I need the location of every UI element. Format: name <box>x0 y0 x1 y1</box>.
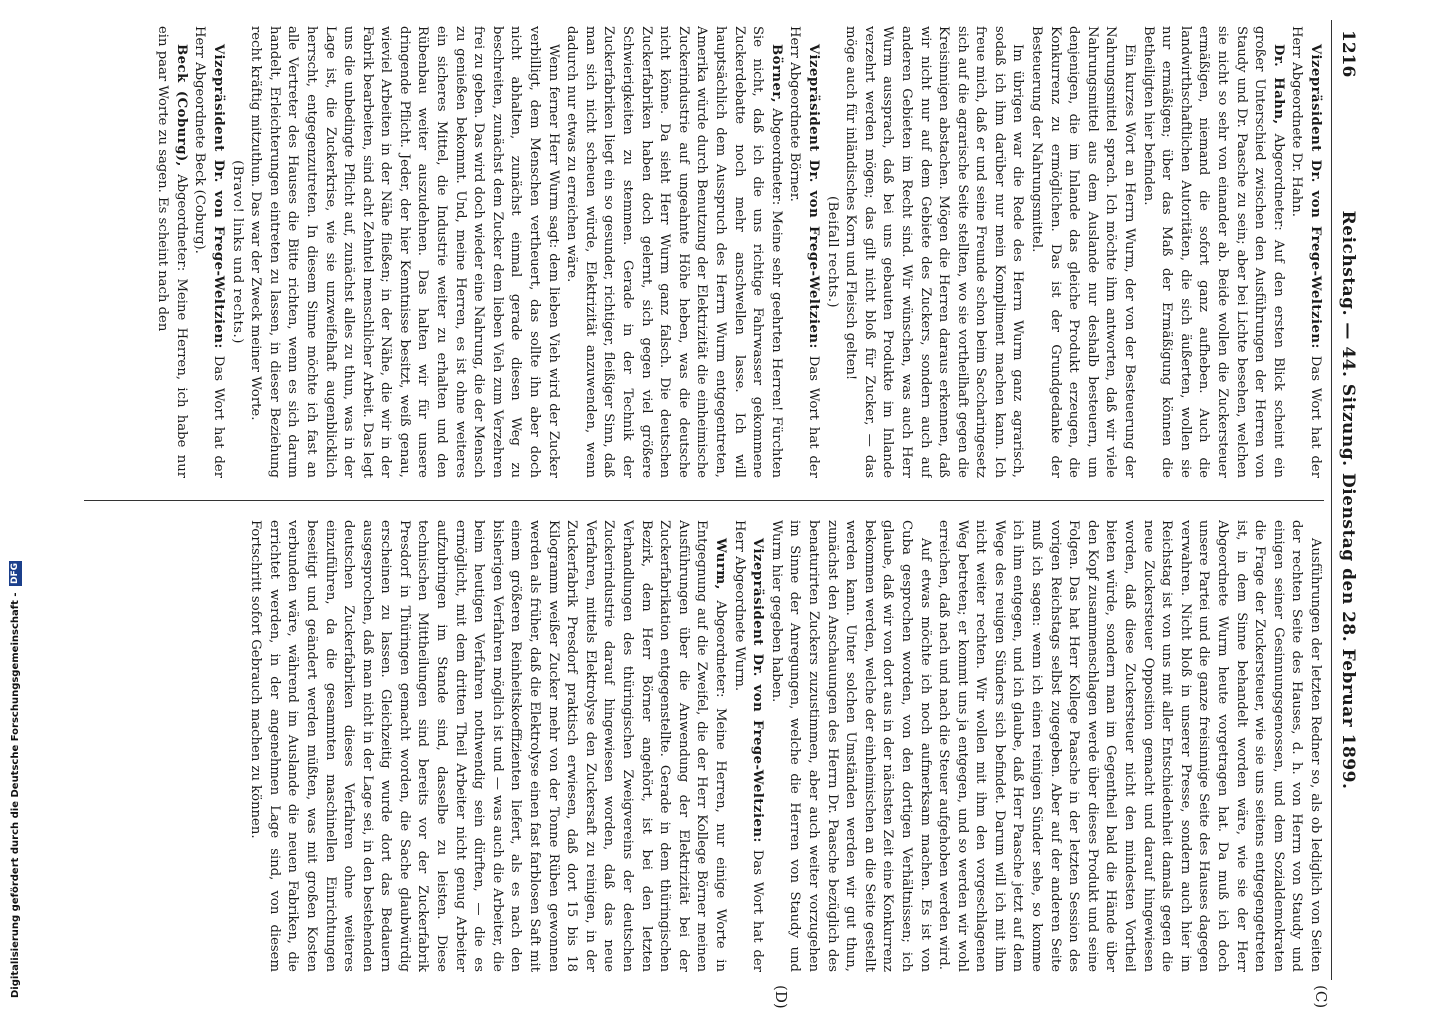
speaker-name: Wurm, <box>713 538 728 590</box>
speaker-name: Dr. Hahn, <box>1270 44 1286 125</box>
speaker-name: Vizepräsident Dr. von Frege-Weltzien: <box>210 44 226 349</box>
speech-paragraph: Im übrigen war die Rede des Herrn Wurm ganz agrarisch, sodaß ich ihm darüber nur mein Kompliment machen kann. Ich freue mich, daß er und seine Freunde schon beim Saccharingesetz sich auf die agrarische Seite stellten, wo sie vortheilhaft gegen die Kreisinnigen abstachen. Mögen die Herren daraus erkennen, daß wir nicht nur auf dem Gebiete des Zuckers, sondern auch auf anderen Gebieten im Recht sind. Wir wünschen, was auch Herr Wurm aussprach, daß bei uns gebauten Produkte im Inlande verzehrt werden mögen; das gilt nicht bloß für Zucker, — das möge auch für inländisches Korn und Fleisch gelten! <box>843 26 1026 478</box>
speaker-paragraph <box>1287 26 1324 478</box>
speech-text: Abgeordneter: Meine Herren, nur einige Worte in Entgegnung auf die Zweifel, die der Herr Kollege Börner meinen Ausführungen über die Anwendung der Elektrizität bei der Zuckerfabrikation entgegenstellte. Gerade in dem thüringischen Bezirk, dem Herr Börner angehört, ist bei den letzten Verhandlungen des thüringischen Zweigvereins der deutschen Zuckerindustrie darauf hingewiesen worden, daß das neue Verfahren, mittels Elektrolyse den Zuckersaft zu reinigen, in der Zuckerfabrik Presdorf praktisch erwiesen, daß dort 15 bis 18 Kilogramm weißer Zucker mehr von der Tonne Rüben gewonnen werden als früher, daß die Elektrolyse einen fast farblosen Saft mit einem größeren Reinheitskoeffizienten liefert, als es nach den bisherigen Verfahren möglich ist und — was auch die Arbeiter, die beim heutigen Verfahren nothwendig sein dürften, — die es ermöglicht, mit dem dritten Theil Arbeiter nicht genug Arbeiter aufzubringen im Stande sind, dasselbe zu leisten. Diese technischen Mittheilungen sind bereits vor der Zuckerfabrik Presdorf in Thüringen gemacht worden, die Sache glaubwürdig erscheinen zu lassen. Gleichzeitig wurde dort das Bedauern ausgesprochen, daß man nicht in der Lage sei, in den bestehenden deutschen Zuckerfabriken dieses Verfahren ohne weiteres einzuführen, da die gesammten maschinellen Einrichtungen beseitigt und geändert werden müßten, was mit großen Kosten verbunden wäre, während im Auslande die neuen Fabriken, die errichtet werden, in der angenehmen Lage sind, von diesem Fortschritt sofort Gebrauch machen zu können. <box>248 520 728 972</box>
speech-paragraph: Ausführungen der letzten Redner so, als ob lediglich von Seiten der rechten Seite des Hauses, d. h. von Herrn von Staudy und einigen seiner Gesinnungsgenossen, und dem Sozialdemokraten die Frage der Zuckersteuer, wie sie uns seitens entgegengetreten ist, in dem Sinne behandelt worden wäre, wie sie der Herr Abgeordnete Wurm heute vorgetragen hat. Da muß ich doch unsere Partei und die ganze freisinnige Seite des Hauses dagegen verwahren. Nicht bloß in unserer Presse, sondern auch hier im Reichstag ist von uns mit aller Entschiedenheit damals gegen die neue Zuckersteuer Opposition gemacht und darauf hingewiesen worden, daß diese Zuckersteuer nicht den mindesten Vortheil bieten würde, sondern man im Gegentheil bald die Hände über den Kopf zusammenschlagen werde über dieses Produkt und seine Folgen. Das hat Herr Kollege Paasche in der letzten Session des vorigen Reichstags selbst zugegeben. Aber auf der anderen Seite muß ich sagen: wenn ich einen reinigen Sünder sehe, so komme ich ihm entgegen, und ich glaube, daß Herr Paasche jetzt auf dem Wege des reuigen Sünders sich befindet. Darum will ich mit ihm nicht weiter rechten. Wir wollen mit ihm den vorgeschlagenen Weg betreten; er kommt uns ja entgegen, und so werden wir wohl erreichen, daß nach und nach die Steuer aufgehoben werden wird. <box>936 520 1323 972</box>
credit-text: Digitalisierung gefördert durch die Deutsche Forschungsgemeinschaft - <box>10 592 21 998</box>
speech-paragraph: Wenn ferner Herr Wurm sagt: dem lieben Vieh wird der Zucker verbilligt, dem Menschen vertheuert, das sollte ihn aber doch nicht abhalten, zunächst einmal gerade diesen Weg zu beschreiten, zunächst dem Zucker dem lieben Vieh zum Verzehren frei zu geben. Das wird doch wieder eine Nahrung, die der Mensch zu genießen bekommt. Und, meine Herren, es ist ohne weiteres ein sicheres Mittel, die Industrie weiter zu erhalten und den Rübenbau weiter auszudehnen. Das halten wir für unsere dringende Pflicht. Jeder, der hier Kenntnisse besitzt, weiß genau, wieviel Arbeiten in der Nähe fließen; in der Nähe, die wir in der Fabrik bearbeiten, sind acht Zehntel menschlicher Arbeit. Das legt uns die unbedingte Pflicht auf, zunächst alles zu thun, was in der Lage ist, die Zuckerkrise, wie sie unzweifelhaft augenblicklich herrscht, entgegenzutreten. In diesem Sinne möchte ich fast an alle Vertreter des Hauses die Bitte richten, wenn es sich darum handelt, Erleichterungen eintreten zu lassen, in dieser Beziehung recht kräftig mitzuthun. Das war der Zweck meiner Worte. <box>248 26 561 478</box>
speech-text: Abgeordneter: Meine sehr geehrten Herren! Fürchten Sie nicht, daß ich die uns richtige Fahrwasser gekommene Zuckerdebatte noch mehr anschwellen lasse. Ich will hauptsächlich dem Ausspruch des Herrn Wurm entgegentreten, Amerika würde durch Benutzung der Elektrizität die einheimische Zuckerindustrie auf ungeahnte Höhe heben, was die deutsche nicht könne. Da sieht Herr Wurm ganz falsch. Die deutschen Zuckerfabriken haben doch gelernt, sich gegen viel größere Schwierigkeiten zu stemmen. Gerade in der Technik der Zuckerfabriken liegt ein so gesunder, richtiger, fleißiger Sinn, daß man sich nicht scheuen würde, Elektrizität anzuwenden, wenn dadurch nur etwas zu erreichen wäre. <box>564 26 784 478</box>
page-title: Reichstag. — 44. Sitzung. Dienstag den 28. Februar 1899. <box>1338 210 1358 790</box>
digitization-credit <box>8 562 24 998</box>
speech-paragraph: Auf etwas möchte ich noch aufmerksam machen. Es ist von Cuba gesprochen worden, von den dortigen Verhältnissen; ich glaube, daß wir von dort aus in der nächsten Zeit eine Konkurrenz bekommen werden, welche der einheimischen an die Seite gestellt werden kann. Unter solchen Umständen werden wir gut thun, zunächst den Anschauungen des Herrn Dr. Paasche bezüglich des benaturirten Zuckers zuzustimmen, aber auch weiter vorzugehen im Sinne der Anregungen, welche die Herren von Staudy und Wurm hier gegeben haben. <box>768 520 933 972</box>
speech-text: Abgeordneter: Auf den ersten Blick scheint ein großer Unterschied zwischen den Ausführungen der Herren von Staudy und Dr. Paasche zu sein; aber bei Lichte besehen, welchen sie nicht so sehr von einander ab. Beide wollen die Zuckersteuer ermäßigen, niemand die sofort ganz aufheben. Auch die landwirthschaftlichen Autoritäten, die sich äußerten, wollen sie nur ermäßigen; über das Maß der Ermäßigung können die Betheiligten hier befinden. <box>1140 26 1286 478</box>
speaker-paragraph <box>562 26 785 478</box>
speaker-paragraph <box>729 520 766 972</box>
header-rule <box>1331 20 1332 980</box>
right-column <box>74 520 1324 972</box>
speaker-name: Beck (Coburg), <box>173 44 189 167</box>
speaker-paragraph <box>785 26 822 478</box>
speech-text: Das Wort hat der Herr Abgeordnete Wurm. <box>731 520 766 972</box>
left-column <box>74 26 1324 478</box>
stage-direction: (Bravo! links und rechts.) <box>229 160 245 344</box>
page-header <box>1334 20 1360 980</box>
speaker-name: Vizepräsident Dr. von Frege-Weltzien: <box>1308 44 1323 349</box>
speaker-paragraph <box>1138 26 1287 478</box>
speech-paragraph: Ein kurzes Wort an Herrn Wurm, der von der Besteuerung der Nahrungsmittel sprach. Ich möchte ihm antworten, daß wir viele Nahrungsmittel aus dem Auslande nur deshalb besteuern, um denjenigen, die im Inlande das gleiche Produkt erzeugen, die Konkurrenz zu ermöglichen. Das ist der Grundgedanke der Besteuerung der Nahrungsmittel. <box>1029 26 1138 478</box>
speaker-name: Vizepräsident Dr. von Frege-Weltzien: <box>805 44 821 349</box>
speech-text: Das Wort hat der Herr Abgeordnete Dr. Hahn. <box>1289 26 1323 478</box>
speaker-paragraph <box>246 520 729 972</box>
speaker-paragraph <box>153 26 190 478</box>
dfg-logo: DFG <box>9 562 20 584</box>
stage-direction: (Beifall rechts.) <box>824 195 840 309</box>
margin-marker-d: (D) <box>772 985 790 1009</box>
speech-text: Das Wort hat der Herr Abgeordnete Börner. <box>787 26 821 478</box>
rotated-page <box>70 20 1360 1009</box>
speech-text: Das Wort hat der Herr Abgeordnete Beck (Coburg). <box>192 26 226 478</box>
page-number: 1216 <box>1338 30 1358 78</box>
column-divider <box>84 500 1324 501</box>
speaker-name: Börner, <box>768 44 784 103</box>
margin-marker-c: (C) <box>1312 985 1330 1009</box>
speaker-paragraph <box>190 26 227 478</box>
speaker-name: Vizepräsident Dr. von Frege-Weltzien: <box>750 538 766 843</box>
speech-text: Abgeordneter: Meine Herren, ich habe nur ein paar Worte zu sagen. Es scheint nach den <box>155 26 189 478</box>
